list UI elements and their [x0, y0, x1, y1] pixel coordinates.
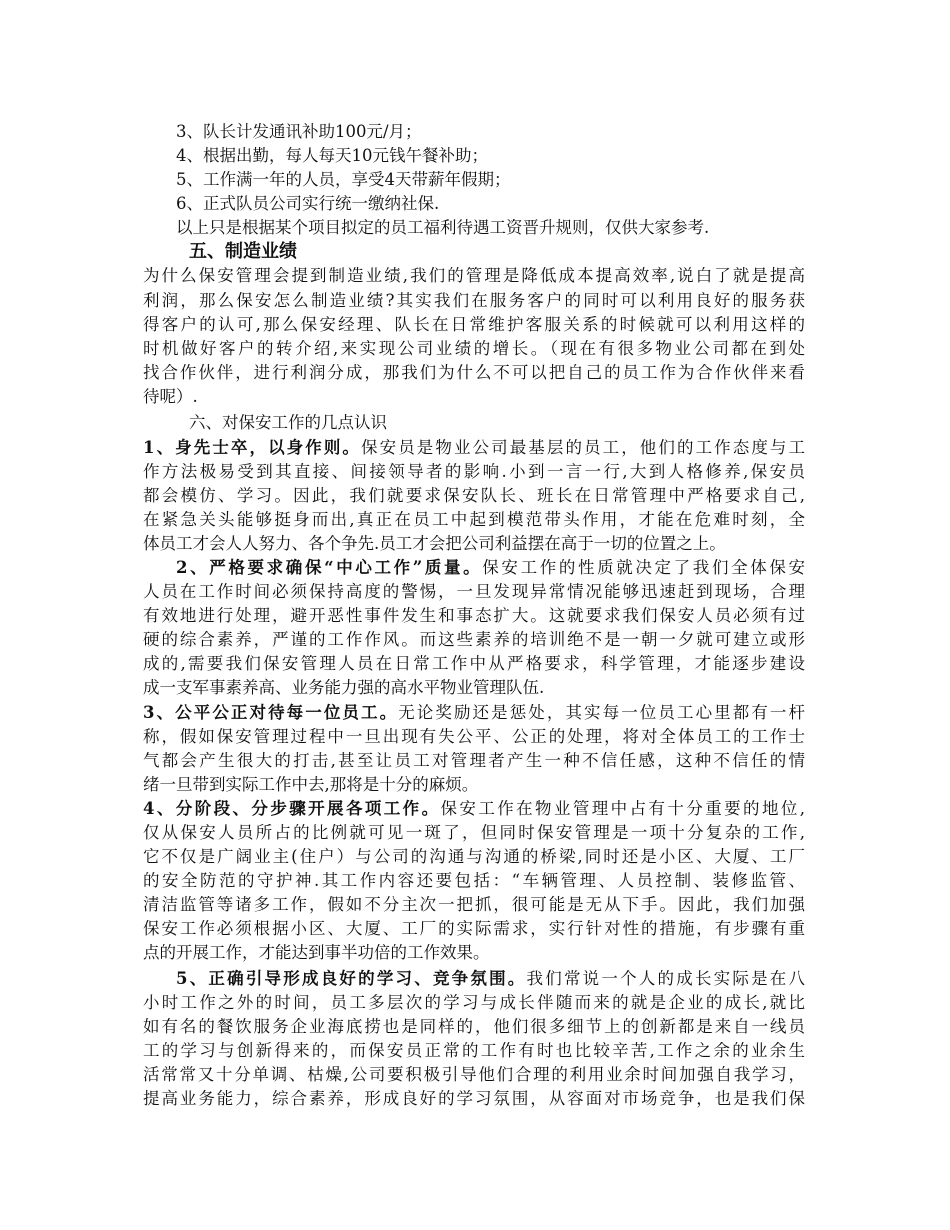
paragraph-line: 成一支军事素养高、业务能力强的高水平物业管理队伍. [143, 678, 545, 697]
paragraph-text: 保安工作在物业管理中占有十分重要的地位, [440, 799, 806, 818]
section-heading: 五、制造业绩 [189, 241, 297, 262]
section-heading: 六、对保安工作的几点认识 [189, 413, 387, 432]
paragraph-line: 小时工作之外的时间，员工多层次的学习与成长伴随而来的就是企业的成长,就比 [143, 993, 805, 1012]
paragraph-line: 它不仅是广阔业主(住户）与公司的沟通与沟通的桥梁,同时还是小区、大厦、工厂 [143, 847, 805, 866]
paragraph-line: 提高业务能力，综合素养，形成良好的学习氛围，从容面对市场竞争，也是我们保 [143, 1089, 805, 1108]
paragraph-line: 作方法极易受到其直接、间接领导者的影响.小到一言一行,大到人格修养,保安员 [143, 462, 805, 481]
paragraph-line: 体员工才会人人努力、各个争先.员工才会把公司利益摆在高于一切的位置之上。 [143, 534, 726, 553]
paragraph-line: 得客户的认可,那么保安经理、队长在日常维护客服关系的时候就可以利用这样的 [143, 315, 805, 334]
paragraph-line: 在紧急关头能够挺身而出,真正在员工中起到模范带头作用，才能在危难时刻，全 [143, 510, 805, 529]
paragraph-line: 人员在工作时间必须保持高度的警惕，一旦发现异常情况能够迅速赶到现场，合理 [143, 582, 805, 601]
paragraph-line: 如有名的餐饮服务企业海底捞也是同样的，他们很多细节上的创新都是来自一线员 [143, 1017, 805, 1036]
paragraph-line: 保安工作必须根据小区、大厦、工厂的实际需求，实行针对性的措施，有步骤有重 [143, 919, 805, 938]
paragraph-line: 时机做好客户的转介绍,来实现公司业绩的增长。（现在有很多物业公司都在到处 [143, 339, 805, 358]
paragraph-lead: 3、公平公正对待每一位员工。 [143, 703, 399, 722]
paragraph-text: 无论奖励还是惩处，其实每一位员工心里都有一杆 [398, 703, 805, 722]
paragraph-text: 我们常说一个人的成长实际是在八 [526, 969, 806, 988]
benefit-item: 3、队长计发通讯补助100元/月； [176, 122, 422, 141]
paragraph-line: 的安全防范的守护神.其工作内容还要包括：“车辆管理、人员控制、装修监管、 [143, 871, 805, 890]
paragraph-line: 称，假如保安管理过程中一旦出现有失公平、公正的处理，将对全体员工的工作士 [143, 727, 805, 746]
paragraph-line: 利润，那么保安怎么制造业绩?其实我们在服务客户的同时可以利用良好的服务获 [143, 291, 805, 310]
paragraph-line: 待呢）. [143, 387, 198, 406]
benefit-item: 4、根据出勤，每人每天10元钱午餐补助； [176, 146, 488, 165]
paragraph-line: 有效地进行处理，避开恶性事件发生和事态扩大。这就要求我们保安人员必须有过 [143, 606, 805, 625]
paragraph-line [143, 436, 805, 460]
paragraph-line [176, 967, 805, 991]
benefit-item: 5、工作满一年的人员，享受4天带薪年假期； [176, 170, 511, 189]
paragraph-line: 都会模仿、学习。因此，我们就要求保安队长、班长在日常管理中严格要求自己, [143, 486, 805, 505]
benefit-item: 6、正式队员公司实行统一缴纳社保. [176, 194, 440, 213]
paragraph-line [176, 556, 805, 580]
benefits-note: 以上只是根据某个项目拟定的员工福利待遇工资晋升规则，仅供大家参考. [176, 218, 710, 237]
paragraph-lead: 1、身先士卒，以身作则。 [143, 438, 362, 457]
paragraph-text: 保安员是物业公司最基层的员工，他们的工作态度与工 [361, 438, 805, 457]
paragraph-lead: 4、分阶段、分步骤开展各项工作。 [143, 799, 441, 818]
paragraph-line: 为什么保安管理会提到制造业绩,我们的管理是降低成本提高效率,说白了就是提高 [143, 266, 805, 285]
paragraph-line: 清洁监管等诸多工作，假如不分主次一把抓，很可能是无从下手。因此，我们加强 [143, 895, 805, 914]
paragraph-lead: 5、正确引导形成良好的学习、竞争氛围。 [176, 969, 527, 988]
paragraph-line: 硬的综合素养，严谨的工作作风。而这些素养的培训绝不是一朝一夕就可建立或形 [143, 630, 805, 649]
paragraph-line: 找合作伙伴，进行利润分成，那我们为什么不可以把自己的员工作为合作伙伴来看 [143, 363, 805, 382]
paragraph-line: 绪一旦带到实际工作中去,那将是十分的麻烦。 [143, 775, 479, 794]
paragraph-line: 气都会产生很大的打击,甚至让员工对管理者产生一种不信任感，这种不信任的情 [143, 751, 805, 770]
paragraph-line: 活常常又十分单调、枯燥,公司要积极引导他们合理的利用业余时间加强自我学习， [143, 1065, 805, 1084]
paragraph-line [143, 797, 805, 821]
paragraph-line: 仅从保安人员所占的比例就可见一斑了，但同时保安管理是一项十分复杂的工作, [143, 823, 805, 842]
paragraph-line [143, 701, 805, 725]
paragraph-line: 工的学习与创新得来的，而保安员正常的工作有时也比较辛苦,工作之余的业余生 [143, 1041, 805, 1060]
paragraph-line: 成的,需要我们保安管理人员在日常工作中从严格要求，科学管理，才能逐步建设 [143, 654, 805, 673]
paragraph-lead: 2、严格要求确保“中心工作”质量。 [176, 558, 483, 577]
paragraph-text: 保安工作的性质就决定了我们全体保安 [482, 558, 805, 577]
paragraph-line: 点的开展工作，才能达到事半功倍的工作效果。 [143, 943, 490, 962]
